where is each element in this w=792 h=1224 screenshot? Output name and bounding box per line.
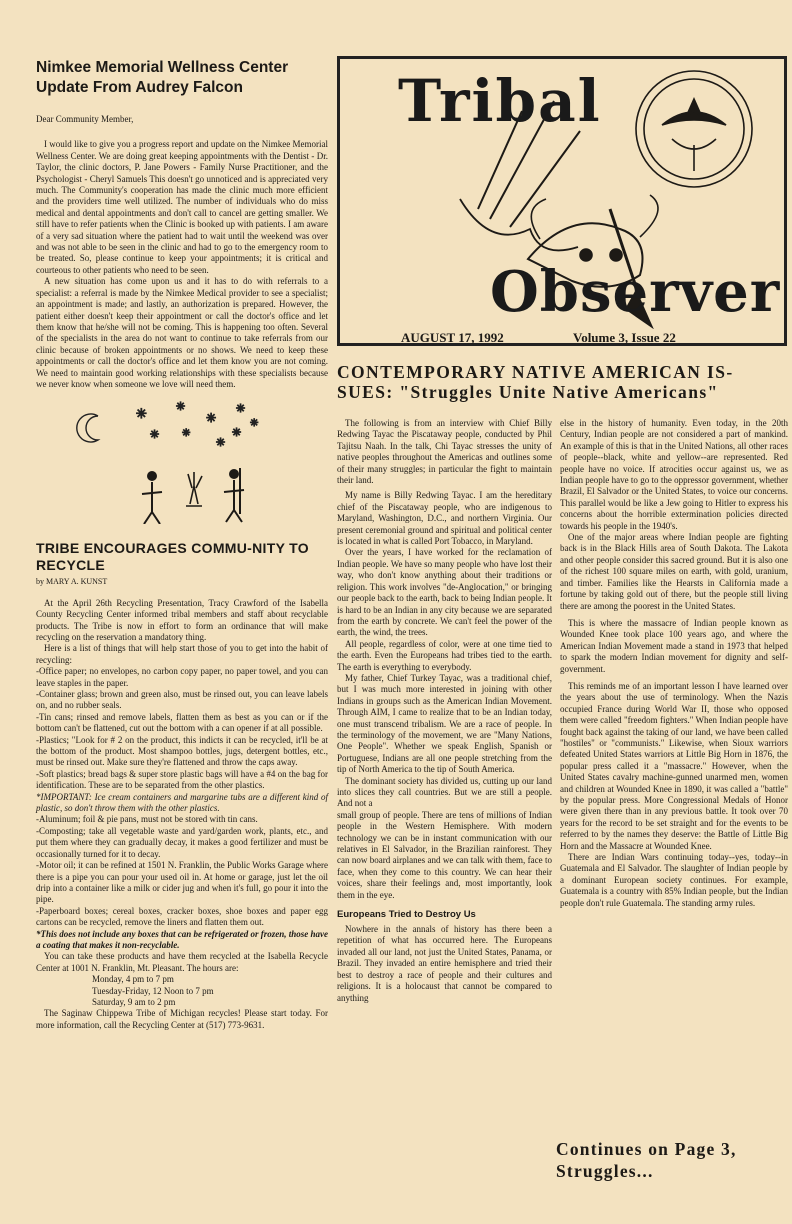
wellness-paragraph-1: I would like to give you a progress report and update on the Nimkee Memorial Wellness Center. We are doing great keeping appointments with the Dentist - Dr. Taylor, the clinic doctors, P. Jane Powers - Family Nurse Practitioner, and the Psychologist - Cheryl Samuels This doesn't go unnoticed and is appreciated very much. The Community's cooperation has made the clinic much more efficient and the providers time well utilized. The number of individuals who do miss medical and dental appointments and don't call to cancel are getting smaller. We still have to refer patients when the Clinic is booked up with patients. I am aware of a very sad situation where the patient had to wait until the weekend was over and was not able to be seen in the clinic and had to go to the emergency room to be treated. So, please continue to keep your appointments; it is critical and courteous to other patients who need to be seen. — [36, 139, 328, 275]
left-column — [36, 52, 328, 1031]
recycle-item-glass: -Container glass; brown and green also, must be rinsed out, you can leave labels on, and no rubber seals. — [36, 689, 328, 711]
interview-paragraph-5: The dominant society has divided us, cutting up our land into slices they call countries. But we are still a people. And not a — [337, 775, 552, 809]
right-paragraph-3: This is where the massacre of Indian people known as Wounded Knee took place 100 years ago, and where the American Indian Movement made a stand in 1973 that helped to spark the modern Indian movement for dignity and self-government. — [560, 617, 788, 674]
masthead-title-observer: Observer — [490, 259, 781, 325]
svg-text:✳: ✳ — [136, 407, 147, 423]
wellness-paragraph-2: A new situation has come upon us and it has to do with referrals to a specialist: a referral is made by the Nimkee Medical provider to see a specialist; an appointment is made; and lastly, an authorization is prepared. However, the patient either doesn't keep their appointment or call the doctor's office and let them know that he/she will not be coming. This is happening too often. Several of the specialists in the area do not want to continue to take referrals from our clinic because of broken appointments or no shows. We need to keep these appointments or call the doctor's office and let them know you are not coming. We need to maintain good working relationships with these specialists because we never know when someone we love will need them. — [36, 276, 328, 389]
recycle-item-composting: -Composting; take all vegetable waste and yard/garden work, plants, etc., and put them where they can gradually decay, it makes a good fertilizer and must be occasionally turned for it to decay. — [36, 825, 328, 859]
interview-paragraph-2: Over the years, I have worked for the reclamation of Indian people. We have so many people who have lost their way, who don't know anything about their traditions or religion. This work involves "de-Anglocation," or bringing our people back to the earth, back to being Indian people. It is hard to be an Indian in any city because we are separated from the earth by concrete. We can't feel the power of the earth, the wind, the trees. — [337, 547, 552, 638]
interview-paragraph-1: My name is Billy Redwing Tayac. I am the hereditary chief of the Piscataway people, who are indigenous to Maryland, Washington, D.C., and northern Virginia. Our present ceremonial ground and spiritual and political center is located in what is called Port Tobacco, in Maryland. — [337, 490, 552, 547]
interview-paragraph-7: Nowhere in the annals of history has there been a repetition of what has occurred here. The Europeans invaded all our land, not just the United States, Panama, or Brazil. They invaded an entire hemisphere and tried their best to destroy a race of people and their cultures and religions. It is a holocaust that cannot be compared to anything — [337, 924, 552, 1003]
right-paragraph-4: This reminds me of an important lesson I have learned over the years about the use of terminology. When the Nazis occupied France during World War II, those who opposed them were called "freedom fighters." When Indian people have fought back against the taking of our land, we have been called "hostiles" or "communists." Likewise, when Sioux warriors defeated United States warriors at Little Big Horn in 1876, the popular press called it a "massacre." However, when the United States cavalry machine-gunned unarmed men, women and children at Wounded Knee in 1890, it was called a "battle" by the popular press. More Congressional Medals of Honor were given there than in any previous battle. It took over 70 years for the record to be set straight and for the events to be referred to by the names they deserve: the Battle of Little Big Horn and the Massacre at Wounded Knee. — [560, 680, 788, 851]
svg-text:✳: ✳ — [236, 402, 246, 416]
night-sky-dancers-illustration — [36, 396, 328, 524]
recycle-item-plastics: -Plastics; "Look for # 2 on the product, this indicts it can be recycled, it'll be at the bottom of the product. Most shampoo bottles, jugs, detergent bottles, etc., must be rinsed out. Make sure they're flattened and throw the caps away. — [36, 734, 328, 768]
middle-column — [337, 418, 552, 1004]
recycle-item-motor-oil: -Motor oil; it can be refined at 1501 N. Franklin, the Public Works Garage where there is a pipe you can pour your used oil in. At home or garage, just let the oil drip into a container like a milk or cider jug and when it's full, go pour it into the pipe. — [36, 860, 328, 905]
main-headline — [337, 362, 787, 402]
recycle-item-office-paper: -Office paper; no envelopes, no carbon copy paper, no paper towel, and you can leave staples in the paper. — [36, 666, 328, 688]
recycle-item-note: *This does not include any boxes that can be refrigerated or frozen, those have a coating that makes it non-recyclable. — [36, 928, 328, 950]
interview-paragraph-3: All people, regardless of color, were at one time tied to the earth. Even the Europeans had tribes tied to the earth. The earth is everything to everybody. — [337, 638, 552, 672]
svg-text:✳: ✳ — [182, 428, 191, 440]
continues-notice — [556, 1138, 786, 1182]
recycle-paragraph-2: Here is a list of things that will help start those of you to get into the habit of recycling: — [36, 643, 328, 665]
wellness-salutation: Dear Community Member, — [36, 114, 134, 124]
continues-line-1: Continues on Page 3, — [556, 1139, 737, 1159]
masthead-title-tribal: Tribal — [398, 67, 602, 135]
right-paragraph-2: One of the major areas where Indian people are fighting back is in the Black Hills area of South Dakota. The Lakota and other people consider this sacred ground. But it is also one of the richest 100 square miles on earth, with gold, uranium, and timber. Families like the Hearsts in California made a fortune by taking gold out of there, but the people still living there are among the poorest in the United States. — [560, 532, 788, 611]
hours-tuesday-friday: Tuesday-Friday, 12 Noon to 7 pm — [92, 985, 214, 996]
interview-paragraph-6: small group of people. There are tens of millions of Indian people in the Western Hemisphere. With modern technology we can be in instant communication with our relatives in El Salvador, in the Brazilian rainforest. They can now board airplanes and we can talk with them, face to face, when they come to this country. We can hear their voices, share their feelings and, most importantly, look them in the eye. — [337, 809, 552, 900]
right-paragraph-5: There are Indian Wars continuing today--yes, today--in Guatemala and El Salvador. The slaughter of Indian people by a dominant European society continues. For example, Guatemala is a country with 85% Indian people, but the Indian people don't rule Guatemala. The standing army rules. — [560, 852, 788, 908]
subheading-europeans: Europeans Tried to Destroy Us — [337, 909, 476, 921]
recycle-item-tin-cans: -Tin cans; rinsed and remove labels, flatten them as best as you can or if the bottom can't be flattened, cut out the bottom with a can opener if at all possible. — [36, 711, 328, 734]
interview-intro: The following is from an interview with Chief Billy Redwing Tayac the Piscataway people, conducted by Phil Tajitsu Naah. In the talk, Chi Tayac stresses the unity of native peoples throughout the Americas and outlines some of their many struggles; in particular the fight to maintain their land. — [337, 418, 552, 486]
svg-text:✳: ✳ — [206, 411, 217, 426]
recycle-item-aluminum: -Aluminum; foil & pie pans, must not be stored with tin cans. — [36, 814, 258, 825]
recycle-paragraph-3: You can take these products and have them recycled at the Isabella Recycle Center at 1001 N. Franklin, Mt. Pleasant. The hours are: — [36, 951, 328, 973]
main-headline-text: CONTEMPORARY NATIVE AMERICAN IS-SUES: "Struggles Unite Native Americans" — [337, 362, 734, 402]
recycle-byline: by MARY A. KUNST — [36, 577, 108, 587]
wellness-headline: Nimkee Memorial Wellness Center Update From Audrey Falcon — [36, 59, 289, 96]
svg-text:✳: ✳ — [150, 428, 160, 442]
issue-volume: Volume 3, Issue 22 — [573, 330, 676, 345]
recycle-headline: TRIBE ENCOURAGES COMMU-NITY TO RECYCLE — [36, 540, 309, 574]
recycle-item-paperboard: -Paperboard boxes; cereal boxes, cracker boxes, shoe boxes and paper egg cartons can be recycled, remove the liners and flatten them out. — [36, 905, 328, 928]
svg-text:✳: ✳ — [232, 426, 242, 440]
recycle-paragraph-4: The Saginaw Chippewa Tribe of Michigan recycles! Please start today. For more information, call the Recycling Center at (517) 773-9631. — [36, 1008, 328, 1030]
svg-text:✳: ✳ — [216, 436, 226, 450]
continues-line-2: Struggles... — [556, 1161, 654, 1181]
recycle-item-important: *IMPORTANT: Ice cream containers and margarine tubs are a different kind of plastic, so don't throw them with the other plastics. — [36, 791, 328, 814]
recycle-paragraph-1: At the April 26th Recycling Presentation, Tracy Crawford of the Isabella County Recycling Center informed tribal members and staff about recyclable products. The Tribe is now in effort to form an ordinance that will make recycling on the reservation a mandatory thing. — [36, 597, 328, 642]
right-column — [560, 418, 788, 909]
masthead-artwork — [337, 56, 787, 346]
recycle-item-soft-plastics: -Soft plastics; bread bags & super store plastic bags will have a #4 on the bag for identification. These are to be separated from the other plastics. — [36, 768, 328, 791]
dancers-drawing — [36, 396, 328, 524]
interview-paragraph-4: My father, Chief Turkey Tayac, was a traditional chief, but I was much more interested in joining with other Indians in groups such as the American Indian Movement. Through AIM, I came to realize that to be an Indian today, one must transcend tribalism. We are a race of people. In the terminology of the movement, we are "Many Nations, One People". Whether we speak English, Spanish or Portuguese, Indians are all one people stretching from the tip of North America to the tip of South America. — [337, 672, 552, 775]
svg-text:✳: ✳ — [176, 400, 186, 414]
hours-monday: Monday, 4 pm to 7 pm — [92, 974, 174, 985]
right-paragraph-1: else in the history of humanity. Even today, in the 20th Century, Indian people are not considered a part of mankind. An example of this is that in the United Nations, all other races of people--black, white and yellow--are represented. Red people have no voice. If atrocities occur against us, we as Indian people have to go to the oppressor government, whether Brazil, El Salvador or the United States, to voice our concerns. This parallel would be like a Jew going to Hitler to express his concerns about the horrible extermination policies directed towards his people in the 1940's. — [560, 418, 788, 531]
svg-text:✳: ✳ — [250, 418, 259, 430]
issue-info-bar — [337, 330, 787, 350]
hours-saturday: Saturday, 9 am to 2 pm — [92, 996, 176, 1007]
issue-date: AUGUST 17, 1992 — [401, 330, 504, 345]
recycle-hours-list — [36, 974, 328, 1008]
